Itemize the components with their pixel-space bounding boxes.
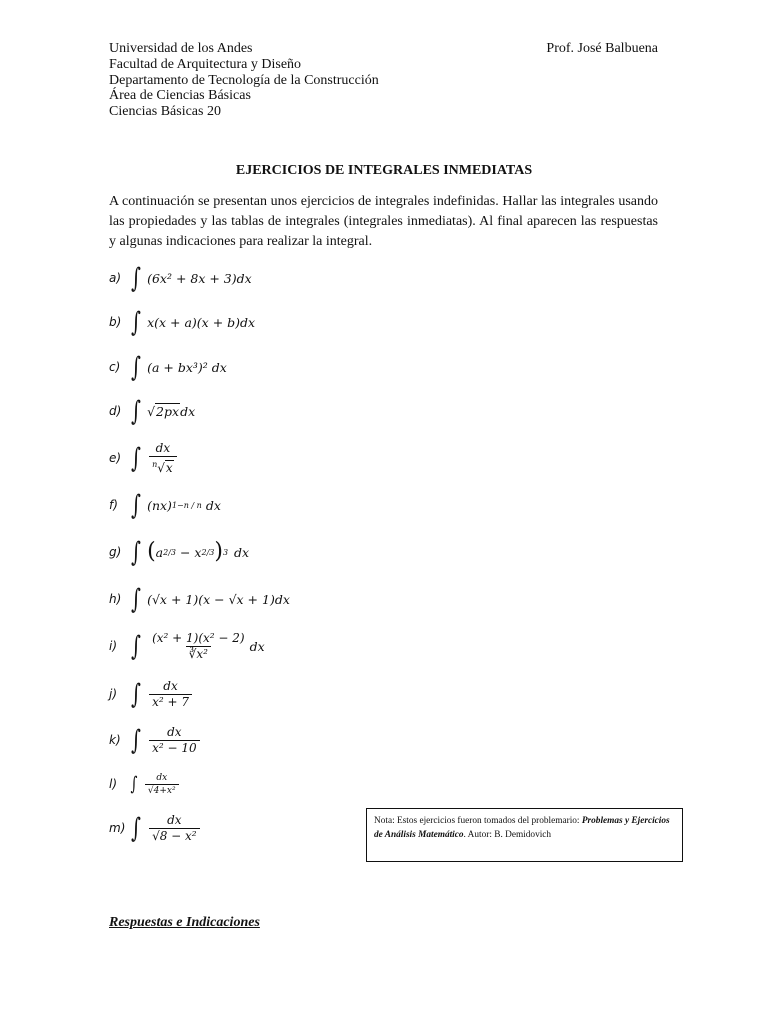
exercise-label: m) [109,821,126,835]
fraction [145,773,179,796]
fraction [149,814,200,843]
term-a: a [155,544,164,560]
numerator: dx [167,724,182,739]
exercise-label: i) [109,639,118,653]
fraction [149,726,200,755]
denominator: $^n$√x [149,456,177,475]
exercise-label: g) [109,545,122,559]
exercise-expression: (6x² + 8x + 3)dx [147,270,252,286]
numerator: dx [167,812,182,827]
denominator: x² − 10 [149,740,200,755]
root-index: n [152,459,158,469]
source-note-box [366,808,683,862]
term-a-exponent: 2/3 [163,547,176,557]
integral-sign: ∫ [131,724,141,756]
integral-sign: ∫ [131,489,141,521]
differential: dx [180,403,196,419]
exercise-label: f) [109,498,118,512]
integral-sign: ∫ [130,772,138,795]
exercise-k [109,720,202,760]
exercise-f [109,485,221,525]
numerator: dx [163,678,178,693]
exercise-expression: x(x + a)(x + b)dx [147,314,256,330]
open-paren: ( [147,539,156,564]
exercise-m [109,808,202,848]
exercise-label: k) [109,733,121,747]
numerator: dx [155,440,171,455]
exercise-b [109,302,255,342]
intro-paragraph: A continuación se presentan unos ejercicios de integrales indefinidas. Hallar las integrales usando las propiedades y las tablas de integrales (integrales inmediatas). Al final aparecen las respuestas y algunas indicaciones para realizar la integral. [109,194,658,249]
integral-sign: ∫ [131,351,141,383]
denominator: x² + 7 [149,694,192,709]
exponent: 1−n / n [171,500,202,510]
exercise-l [109,764,181,804]
note-suffix: . Autor: B. Demidovich [463,830,552,840]
denominator: √4+x² [145,784,179,796]
integral-sign: ∫ [131,442,141,474]
answers-heading: Respuestas e Indicaciones [109,915,260,930]
exercise-d [109,391,195,431]
header-institution [109,41,379,120]
exercise-label: h) [109,592,122,606]
differential: dx [234,544,250,560]
exercise-label: d) [109,404,122,418]
integral-sign: ∫ [131,630,141,662]
exercise-i [109,626,265,666]
note-prefix: Nota: Estos ejercicios fueron tomados del problemario: [374,816,582,826]
exercise-expression: (√x + 1)(x − √x + 1)dx [147,591,290,607]
integral-sign: ∫ [131,583,141,615]
exercise-a [109,258,252,298]
exercise-c [109,347,227,387]
exercise-label: j) [109,687,118,701]
header-line-university: Universidad de los Andes [109,41,253,56]
numerator: dx [156,772,168,783]
fraction [149,680,192,709]
integral-sign: ∫ [131,812,141,844]
differential: dx [249,638,265,654]
integral-sign: ∫ [131,536,141,568]
radicand: 2px [156,404,180,419]
radical-sign: √ [147,403,156,419]
differential: dx [205,497,221,513]
exercise-label: a) [109,271,122,285]
integral-sign: ∫ [131,678,141,710]
exercise-h [109,579,290,619]
exercise-g [109,532,249,572]
outer-exponent: 3 [222,547,229,557]
header-line-area: Área de Ciencias Básicas [109,88,251,104]
term-x-exponent: 2/3 [201,547,215,557]
exercise-label: c) [109,360,121,374]
close-paren: ) [214,539,223,564]
radicand: x [165,460,173,475]
base: (nx) [147,497,172,513]
denominator: √8 − x² [149,828,200,843]
integral-sign: ∫ [131,395,141,427]
exercise-e [109,438,179,478]
note-book-title: Problemas y Ejercicios de Análisis Matemático [374,816,670,840]
header-line-course: Ciencias Básicas 20 [109,104,221,120]
exercise-label: e) [109,451,122,465]
fraction [149,632,248,661]
denominator: ∛x² [186,646,211,661]
page-title: EJERCICIOS DE INTEGRALES INMEDIATAS [235,163,533,178]
integral-sign: ∫ [131,262,141,294]
term-x: x [194,544,202,560]
exercise-label: l) [109,777,118,791]
exercise-label: b) [109,315,122,329]
header-professor: Prof. José Balbuena [546,41,658,56]
exercise-expression: (a + bx³)² dx [147,359,227,375]
numerator: (x² + 1)(x² − 2) [152,630,245,645]
header-line-faculty: Facultad de Arquitectura y Diseño [109,56,302,72]
minus-sign: − [176,544,195,560]
exercise-j [109,674,194,714]
header-line-department: Departamento de Tecnología de la Construcción [109,72,379,88]
integral-sign: ∫ [131,306,141,338]
fraction [149,442,177,475]
